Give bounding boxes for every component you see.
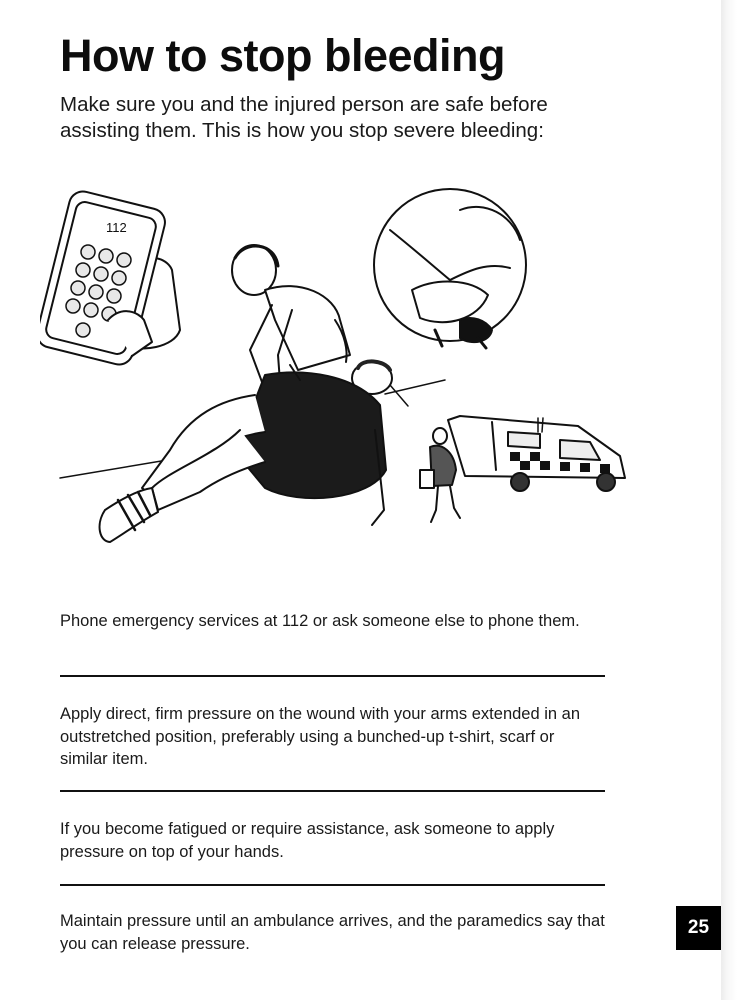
page-number-badge: 25 — [676, 906, 721, 950]
ambulance-icon — [448, 416, 625, 491]
step-2-text: Apply direct, firm pressure on the wound with your arms extended in an outstretched position, preferably using a bunched-up t-shirt, scarf or similar item. — [60, 705, 581, 768]
page-edge-shadow — [721, 0, 737, 1000]
wound-pressure-closeup — [374, 189, 526, 348]
first-aid-illustration — [40, 170, 640, 570]
step-divider-2 — [60, 790, 605, 792]
phone-icon — [40, 189, 180, 368]
intro-text: Make sure you and the injured person are safe before assisting them. This is how you stop severe bleeding: — [60, 93, 548, 142]
step-divider-3 — [60, 884, 605, 886]
step-divider-1 — [60, 675, 605, 677]
page-title: How to stop bleeding — [60, 30, 505, 81]
step-1-text: Phone emergency services at 112 or ask someone else to phone them. — [60, 612, 580, 630]
phone-screen-number: 112 — [106, 220, 127, 235]
step-4-text: Maintain pressure until an ambulance arrives, and the paramedics say that you can release pressure. — [60, 912, 605, 953]
step-3-text: If you become fatigued or require assistance, ask someone to apply pressure on top of your hands. — [60, 820, 555, 861]
